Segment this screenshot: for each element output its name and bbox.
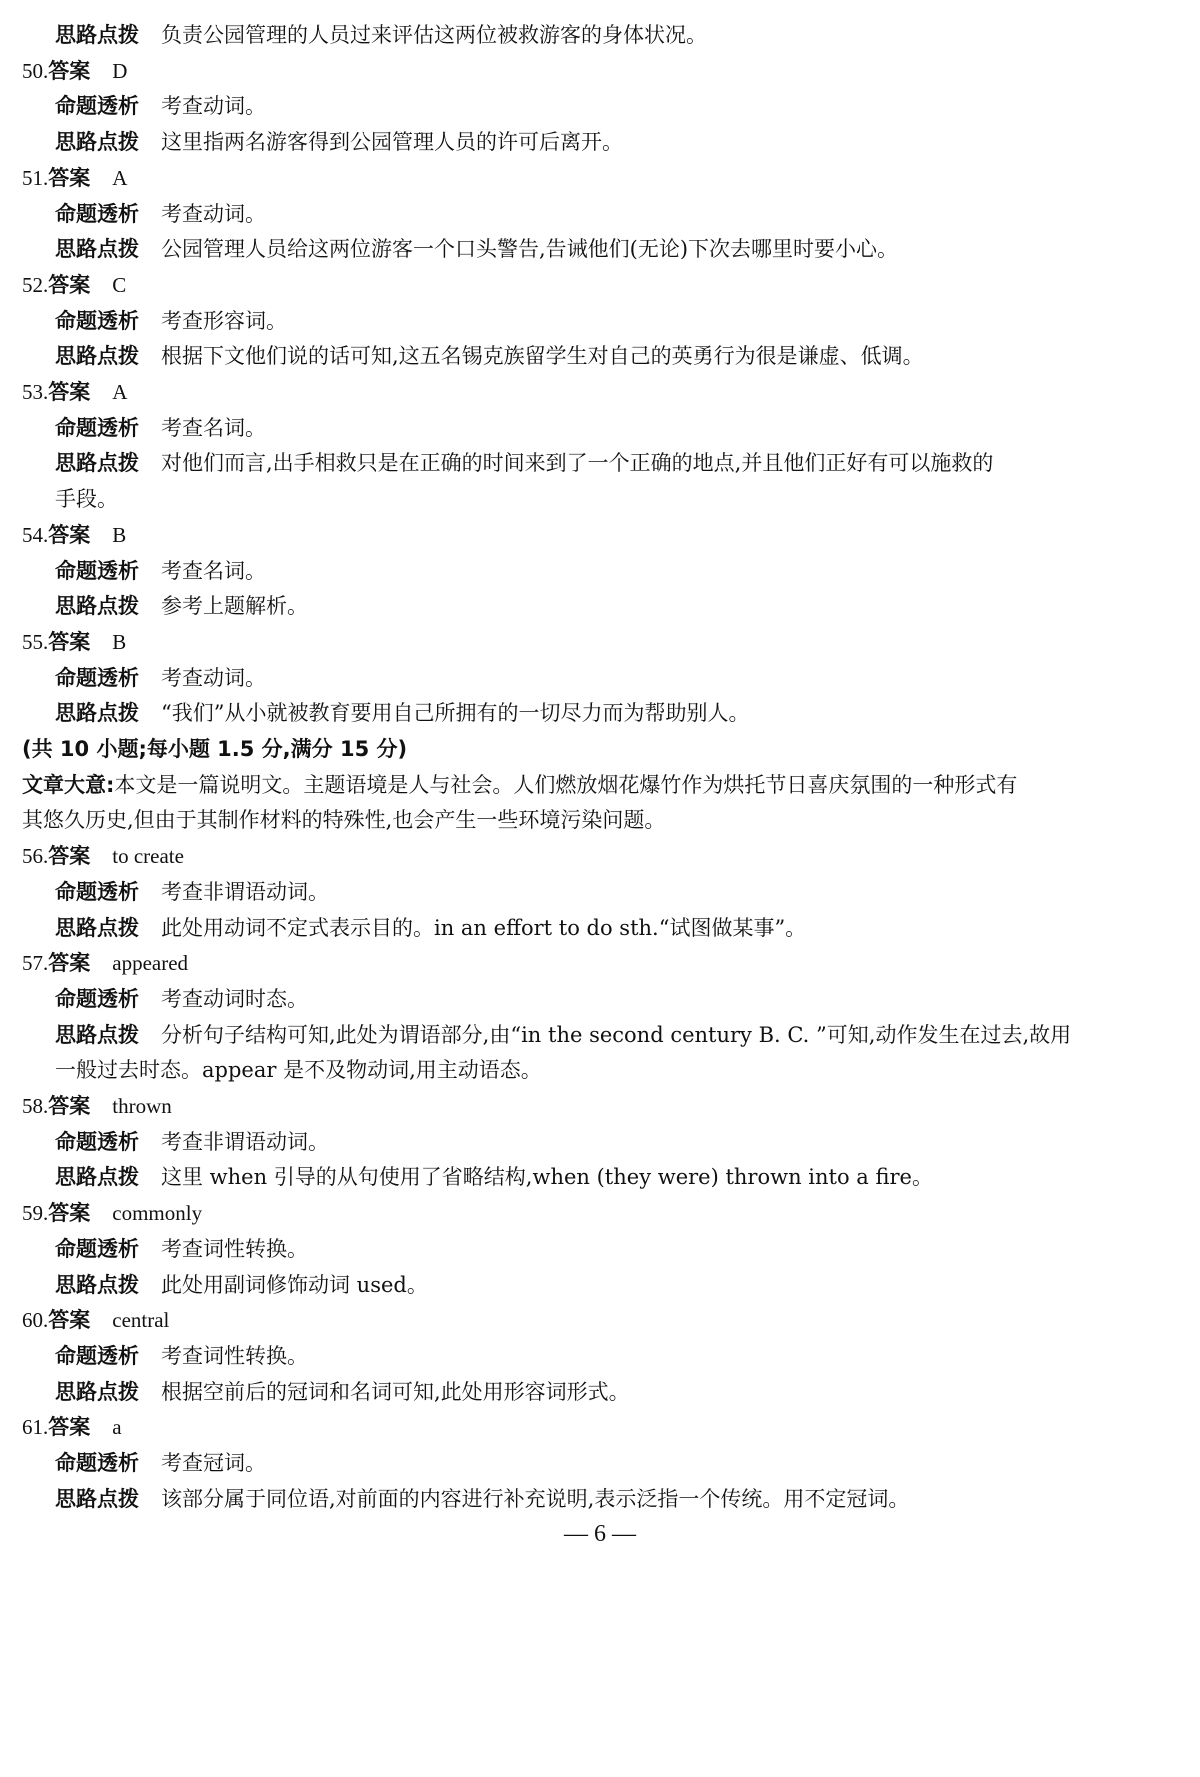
section-heading xyxy=(22,734,407,764)
analysis-label: 命题透析 xyxy=(55,1451,139,1475)
summary-row xyxy=(22,770,1017,800)
answer-label: 答案 xyxy=(48,1415,91,1440)
analysis-row xyxy=(55,306,287,336)
question-number: 56. xyxy=(22,844,49,869)
answer-value: B xyxy=(112,629,127,654)
tip-row xyxy=(55,20,707,50)
tip-text: 公园管理人员给这两位游客一个口头警告,告诫他们(无论)下次去哪里时要小心。 xyxy=(161,237,899,262)
analysis-text: 考查动词。 xyxy=(161,665,266,690)
answer-row xyxy=(22,163,127,193)
tip-text: 这里 when 引导的从句使用了省略结构,when (they were) thrown into a fire。 xyxy=(161,1165,933,1190)
answer-value: a xyxy=(112,1415,122,1440)
analysis-text: 考查名词。 xyxy=(161,415,266,440)
tip-row xyxy=(55,591,308,621)
answer-label: 答案 xyxy=(48,1201,91,1226)
analysis-label: 命题透析 xyxy=(55,1129,139,1154)
tip-text: 这里指两名游客得到公园管理人员的许可后离开。 xyxy=(161,130,623,155)
analysis-row xyxy=(55,877,329,907)
tip-row xyxy=(55,1270,428,1300)
analysis-text: 考查冠词。 xyxy=(161,1451,266,1475)
analysis-row xyxy=(55,91,266,121)
tip-text: 此处用动词不定式表示目的。in an effort to do sth.“试图做某事”。 xyxy=(161,915,807,940)
analysis-row xyxy=(55,1341,308,1371)
analysis-row xyxy=(55,1234,308,1264)
answer-row xyxy=(22,1198,202,1228)
analysis-text: 考查非谓语动词。 xyxy=(161,879,329,904)
analysis-text: 考查非谓语动词。 xyxy=(161,1129,329,1154)
analysis-label: 命题透析 xyxy=(55,94,139,119)
tip-row xyxy=(55,1162,933,1192)
tip-text-continued: 手段。 xyxy=(55,487,118,512)
question-number: 59. xyxy=(22,1201,49,1226)
answer-label: 答案 xyxy=(48,951,91,976)
answer-label: 答案 xyxy=(48,522,91,547)
tip-label: 思路点拨 xyxy=(55,701,139,726)
tip-text: 分析句子结构可知,此处为谓语部分,由“in the second century B. C. ”可知,动作发生在过去,故用 xyxy=(161,1022,1072,1047)
answer-row xyxy=(22,1091,172,1121)
tip-continuation xyxy=(55,1055,542,1085)
answer-row xyxy=(22,841,184,871)
tip-text: 该部分属于同位语,对前面的内容进行补充说明,表示泛指一个传统。用不定冠词。 xyxy=(161,1486,910,1511)
analysis-row xyxy=(55,556,266,586)
tip-label: 思路点拨 xyxy=(55,1165,139,1190)
analysis-label: 命题透析 xyxy=(55,986,139,1011)
answer-value: D xyxy=(112,58,128,83)
tip-text: 负责公园管理的人员过来评估这两位被救游客的身体状况。 xyxy=(161,23,707,47)
summary-continuation xyxy=(22,805,665,835)
question-number: 61. xyxy=(22,1415,49,1440)
analysis-text: 考查动词时态。 xyxy=(161,986,308,1011)
analysis-label: 命题透析 xyxy=(55,558,139,583)
answer-value: to create xyxy=(112,844,184,869)
analysis-row xyxy=(55,1127,329,1157)
question-number: 54. xyxy=(22,522,49,547)
analysis-label: 命题透析 xyxy=(55,201,139,226)
answer-value: commonly xyxy=(112,1201,203,1226)
answer-label: 答案 xyxy=(48,272,91,297)
answer-row xyxy=(22,270,126,300)
answer-row xyxy=(22,1412,122,1442)
analysis-label: 命题透析 xyxy=(55,665,139,690)
question-number: 58. xyxy=(22,1094,49,1118)
answer-value: A xyxy=(112,380,128,404)
analysis-text: 考查词性转换。 xyxy=(161,1343,308,1368)
answer-label: 答案 xyxy=(48,165,91,190)
analysis-row xyxy=(55,199,266,229)
tip-row xyxy=(55,448,993,478)
answer-label: 答案 xyxy=(48,844,91,869)
tip-label: 思路点拨 xyxy=(55,23,139,47)
question-number: 52. xyxy=(22,272,49,297)
tip-text: 根据下文他们说的话可知,这五名锡克族留学生对自己的英勇行为很是谦虚、低调。 xyxy=(161,344,924,369)
tip-text: 对他们而言,出手相救只是在正确的时间来到了一个正确的地点,并且他们正好有可以施救的 xyxy=(161,451,994,476)
answer-value: thrown xyxy=(112,1094,172,1118)
section-heading-text: (共 10 小题;每小题 1.5 分,满分 15 分) xyxy=(22,737,408,761)
tip-label: 思路点拨 xyxy=(55,915,139,940)
tip-row xyxy=(55,913,806,943)
answer-label: 答案 xyxy=(48,380,91,404)
tip-row xyxy=(55,1020,1071,1050)
question-number: 57. xyxy=(22,951,49,976)
tip-row xyxy=(55,698,749,728)
tip-label: 思路点拨 xyxy=(55,451,139,476)
tip-text: 根据空前后的冠词和名词可知,此处用形容词形式。 xyxy=(161,1379,630,1404)
answer-label: 答案 xyxy=(48,629,91,654)
answer-value: appeared xyxy=(112,951,189,976)
analysis-label: 命题透析 xyxy=(55,1343,139,1368)
tip-row xyxy=(55,341,924,371)
question-number: 53. xyxy=(22,380,49,404)
summary-label: 文章大意: xyxy=(22,772,115,797)
analysis-row xyxy=(55,413,266,443)
tip-label: 思路点拨 xyxy=(55,1022,139,1047)
tip-label: 思路点拨 xyxy=(55,1272,139,1297)
answer-value: C xyxy=(112,272,127,297)
answer-row xyxy=(22,1305,169,1335)
analysis-label: 命题透析 xyxy=(55,879,139,904)
answer-label: 答案 xyxy=(48,1308,91,1333)
tip-text: 参考上题解析。 xyxy=(161,594,308,619)
tip-text: 此处用副词修饰动词 used。 xyxy=(161,1272,428,1297)
tip-text-continued: 一般过去时态。appear 是不及物动词,用主动语态。 xyxy=(55,1058,542,1083)
analysis-text: 考查形容词。 xyxy=(161,308,287,333)
tip-label: 思路点拨 xyxy=(55,1486,139,1511)
answer-row xyxy=(22,56,127,86)
analysis-row xyxy=(55,1448,266,1478)
analysis-text: 考查词性转换。 xyxy=(161,1236,308,1261)
analysis-label: 命题透析 xyxy=(55,415,139,440)
analysis-text: 考查名词。 xyxy=(161,558,266,583)
summary-text-continued: 其悠久历史,但由于其制作材料的特殊性,也会产生一些环境污染问题。 xyxy=(22,808,666,833)
tip-row xyxy=(55,1484,909,1514)
question-number: 55. xyxy=(22,629,49,654)
question-number: 50. xyxy=(22,58,49,83)
answer-row xyxy=(22,948,188,978)
analysis-label: 命题透析 xyxy=(55,1236,139,1261)
answer-row xyxy=(22,520,126,550)
analysis-row xyxy=(55,663,266,693)
tip-label: 思路点拨 xyxy=(55,594,139,619)
tip-continuation xyxy=(55,484,118,514)
answer-label: 答案 xyxy=(48,1094,91,1118)
analysis-text: 考查动词。 xyxy=(161,94,266,119)
analysis-row xyxy=(55,984,308,1014)
question-number: 60. xyxy=(22,1308,49,1333)
tip-row xyxy=(55,234,898,264)
tip-label: 思路点拨 xyxy=(55,130,139,155)
tip-label: 思路点拨 xyxy=(55,344,139,369)
answer-row xyxy=(22,627,126,657)
tip-row xyxy=(55,127,623,157)
answer-value: central xyxy=(112,1308,170,1333)
answer-label: 答案 xyxy=(48,58,91,83)
page-number: — 6 — xyxy=(564,1521,636,1548)
analysis-label: 命题透析 xyxy=(55,308,139,333)
tip-text: “我们”从小就被教育要用自己所拥有的一切尽力而为帮助别人。 xyxy=(161,701,750,726)
question-number: 51. xyxy=(22,165,49,190)
tip-row xyxy=(55,1377,630,1407)
summary-text: 本文是一篇说明文。主题语境是人与社会。人们燃放烟花爆竹作为烘托节日喜庆氛围的一种形式有 xyxy=(114,772,1018,797)
analysis-text: 考查动词。 xyxy=(161,201,266,226)
tip-label: 思路点拨 xyxy=(55,1379,139,1404)
answer-value: A xyxy=(112,165,128,190)
answer-value: B xyxy=(112,522,127,547)
answer-row xyxy=(22,377,127,407)
tip-label: 思路点拨 xyxy=(55,237,139,262)
